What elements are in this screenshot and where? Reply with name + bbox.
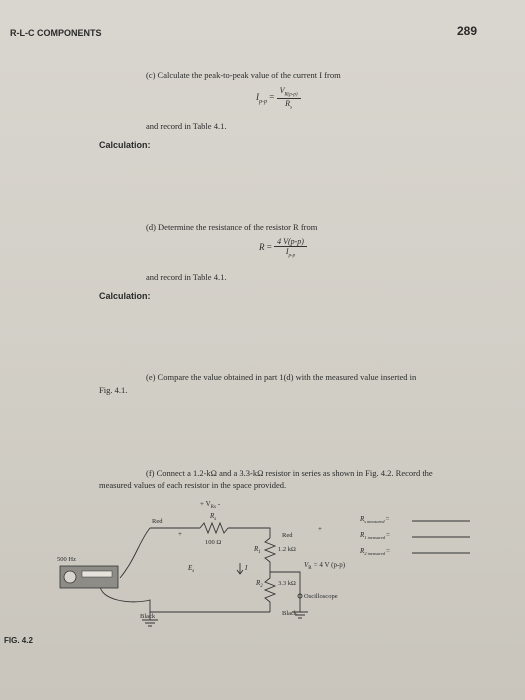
eq-c-lhs: I — [256, 92, 259, 103]
current-arrow-icon — [237, 563, 243, 574]
resistor-r2-symbol — [265, 572, 275, 612]
generator-knob-icon — [64, 571, 76, 583]
part-d-record: and record in Table 4.1. — [146, 272, 227, 282]
label-r2-measured: $R_{2 measured}=$ — [360, 547, 390, 556]
label-r2-value: 3.3 kΩ — [278, 580, 296, 587]
label-oscilloscope: Oscilloscope — [304, 593, 338, 600]
resistor-rs-symbol — [200, 523, 228, 533]
label-vr-top: + $V_{Rs}$ - — [200, 500, 221, 510]
eq-c-num-sub: R(p-p) — [284, 92, 298, 98]
wire-red-lead — [120, 528, 150, 578]
eq-c-num: V — [279, 86, 285, 95]
part-c-equation: $I_{p-p}$ = $\frac{V_{R(p-p)}}{R_s}$ — [256, 86, 301, 110]
part-e-line2: Fig. 4.1. — [99, 385, 128, 395]
part-d-text: (d) Determine the resistance of the resistor R from — [146, 222, 318, 232]
calculation-heading-1: Calculation: — [99, 140, 151, 150]
calculation-heading-2: Calculation: — [99, 291, 151, 301]
page-number: 289 — [457, 24, 478, 38]
label-red-2: Red — [282, 532, 293, 539]
resistor-r1-symbol — [265, 538, 275, 572]
eq-c-den-sub: s — [290, 105, 292, 111]
part-e-line1: (e) Compare the value obtained in part 1(d) with the measured value inserted in — [146, 372, 417, 382]
label-frequency: 500 Hz — [57, 556, 76, 563]
part-c-text: (c) Calculate the peak-to-peak value of the current I from — [146, 70, 341, 80]
figure-label: FIG. 4.2 — [4, 636, 33, 645]
label-black-1: Black — [140, 613, 156, 620]
label-plus-2: + — [318, 525, 322, 533]
signal-generator — [60, 566, 118, 588]
wire-top-right — [228, 528, 270, 538]
eq-c-lhs-sub: p-p — [259, 98, 267, 105]
part-d-equation: R = $\frac{4 V(p-p)}{I_{p-p}}$ — [259, 237, 307, 259]
wire-black-lead — [100, 585, 230, 612]
eq-d-den-sub: p-p — [288, 253, 296, 259]
label-r1-value: 1.2 kΩ — [278, 546, 296, 553]
eq-d-den: I — [285, 247, 289, 256]
part-f-line2: measured values of each resistor in the space provided. — [99, 480, 287, 490]
label-rs: $R_s$ — [210, 512, 217, 522]
label-r1: $R_1$ — [254, 545, 261, 555]
label-plus-1: + — [178, 530, 182, 538]
label-rs-measured: $R_{s measured}=$ — [360, 515, 390, 524]
label-es: $E_s$ — [188, 564, 195, 574]
label-black-2: Black — [282, 610, 298, 617]
label-r2: $R_2$ — [256, 579, 263, 589]
label-red-1: Red — [152, 518, 163, 525]
part-c-record: and record in Table 4.1. — [146, 121, 227, 131]
label-100-ohm: 100 Ω — [205, 539, 222, 546]
generator-display — [82, 571, 112, 577]
running-head: R-L-C COMPONENTS — [10, 28, 102, 38]
eq-c-den: R — [285, 98, 291, 108]
eq-d-lhs: R — [259, 241, 265, 252]
label-current-i: I — [245, 564, 248, 572]
label-r1-measured: $R_{1 measured}=$ — [360, 531, 390, 540]
label-vr-equation: $V_R = 4$ V (p-p) — [304, 561, 346, 571]
part-f-line1: (f) Connect a 1.2-kΩ and a 3.3-kΩ resistor in series as shown in Fig. 4.2. Record the — [146, 468, 433, 478]
eq-d-num: 4 V(p-p) — [274, 237, 307, 247]
